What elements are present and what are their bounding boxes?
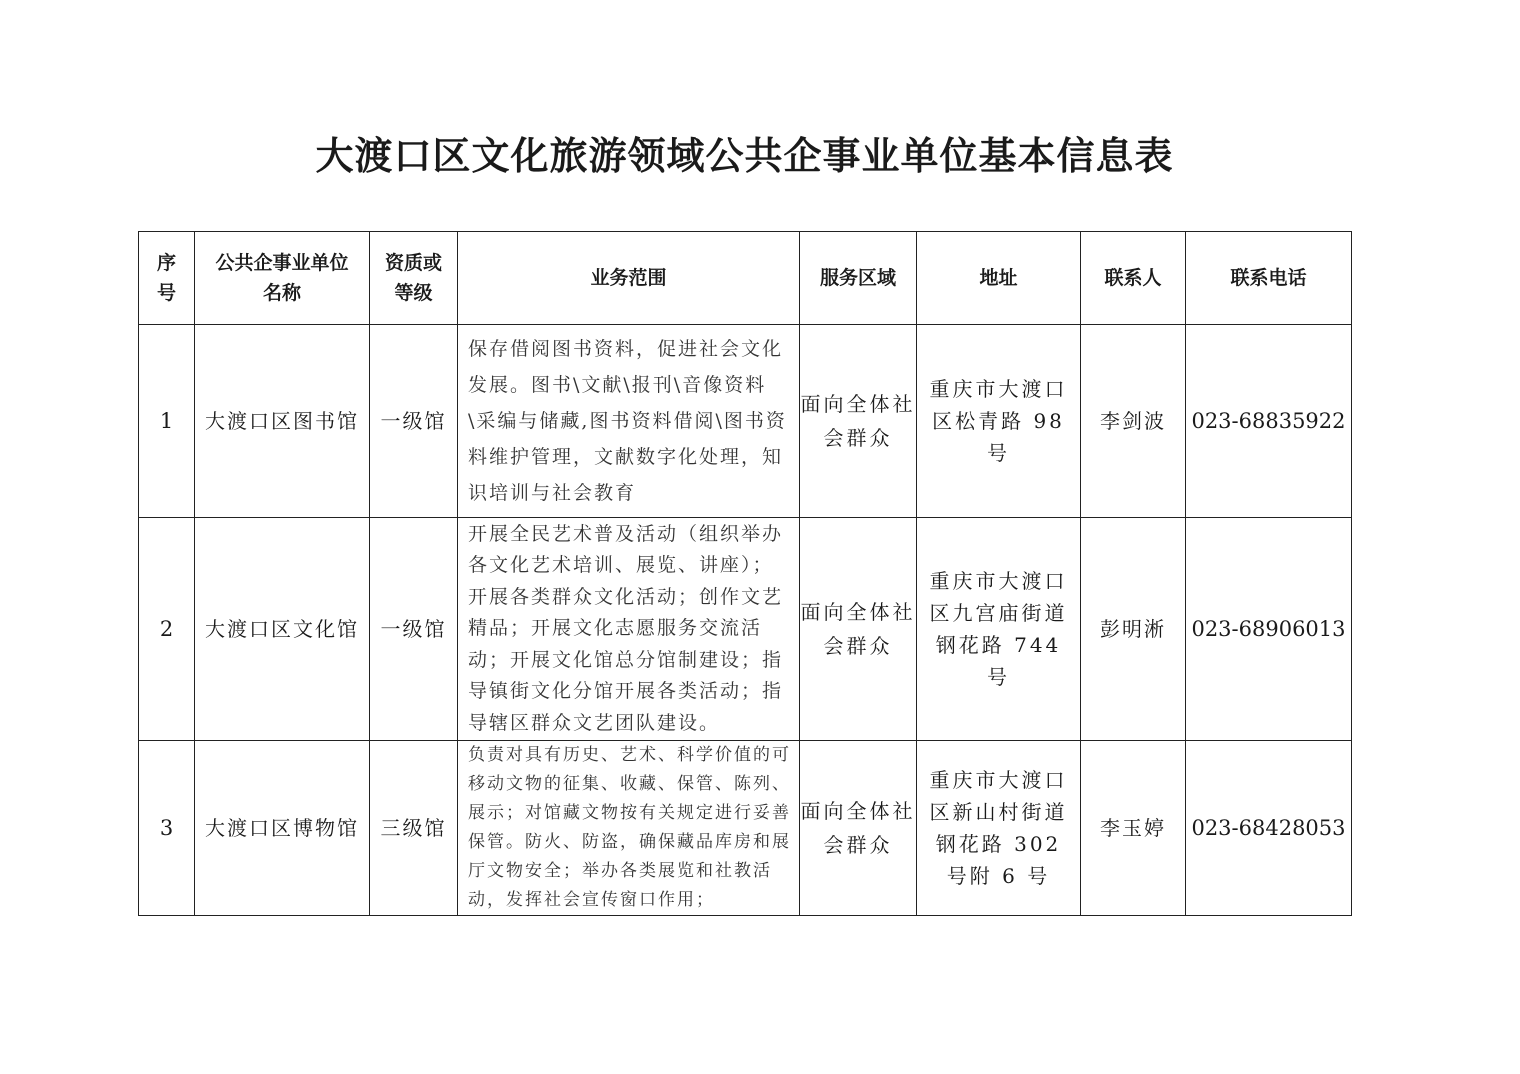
unit-service-area: 面向全体社会群众: [800, 741, 917, 916]
unit-address: 重庆市大渡口区新山村街道钢花路 302 号附 6 号: [917, 741, 1081, 916]
unit-qualification: 三级馆: [370, 741, 458, 916]
unit-scope: 负责对具有历史、艺术、科学价值的可移动文物的征集、收藏、保管、陈列、展示；对馆藏文物按有关规定进行妥善保管。防火、防盗，确保藏品库房和展厅文物安全；举办各类展览和社教活动，发挥社会宣传窗口作用；: [458, 741, 800, 916]
unit-name: 大渡口区博物馆: [195, 741, 370, 916]
unit-address: 重庆市大渡口区松青路 98 号: [917, 325, 1081, 518]
header-name: 公共企事业单位名称: [195, 232, 370, 325]
unit-qualification: 一级馆: [370, 325, 458, 518]
unit-service-area: 面向全体社会群众: [800, 325, 917, 518]
unit-service-area: 面向全体社会群众: [800, 518, 917, 741]
header-contact: 联系人: [1081, 232, 1186, 325]
unit-phone: 023-68835922: [1186, 325, 1352, 518]
unit-phone: 023-68906013: [1186, 518, 1352, 741]
page-title: 大渡口区文化旅游领域公共企事业单位基本信息表: [315, 133, 1174, 178]
table-row: [139, 741, 1352, 916]
header-index: 序号: [139, 232, 195, 325]
unit-address: 重庆市大渡口区九宫庙街道钢花路 744 号: [917, 518, 1081, 741]
unit-scope: 开展全民艺术普及活动（组织举办各文化艺术培训、展览、讲座）；开展各类群众文化活动；创作文艺精品；开展文化志愿服务交流活动；开展文化馆总分馆制建设；指导镇街文化分馆开展各类活动；指导辖区群众文艺团队建设。: [458, 518, 800, 741]
row-index: 1: [139, 325, 195, 518]
table-row: [139, 518, 1352, 741]
row-index: 3: [139, 741, 195, 916]
table-header-row: [139, 232, 1352, 325]
unit-name: 大渡口区图书馆: [195, 325, 370, 518]
unit-contact: 彭明淅: [1081, 518, 1186, 741]
header-qualification: 资质或等级: [370, 232, 458, 325]
unit-contact: 李玉婷: [1081, 741, 1186, 916]
unit-name: 大渡口区文化馆: [195, 518, 370, 741]
unit-qualification: 一级馆: [370, 518, 458, 741]
header-phone: 联系电话: [1186, 232, 1352, 325]
header-address: 地址: [917, 232, 1081, 325]
table-row: [139, 325, 1352, 518]
unit-scope: 保存借阅图书资料，促进社会文化发展。图书\文献\报刊\音像资料\采编与储藏,图书资料借阅\图书资料维护管理，文献数字化处理，知识培训与社会教育: [458, 325, 800, 518]
header-scope: 业务范围: [458, 232, 800, 325]
row-index: 2: [139, 518, 195, 741]
unit-phone: 023-68428053: [1186, 741, 1352, 916]
info-table: [138, 231, 1352, 916]
header-service-area: 服务区域: [800, 232, 917, 325]
unit-contact: 李剑波: [1081, 325, 1186, 518]
